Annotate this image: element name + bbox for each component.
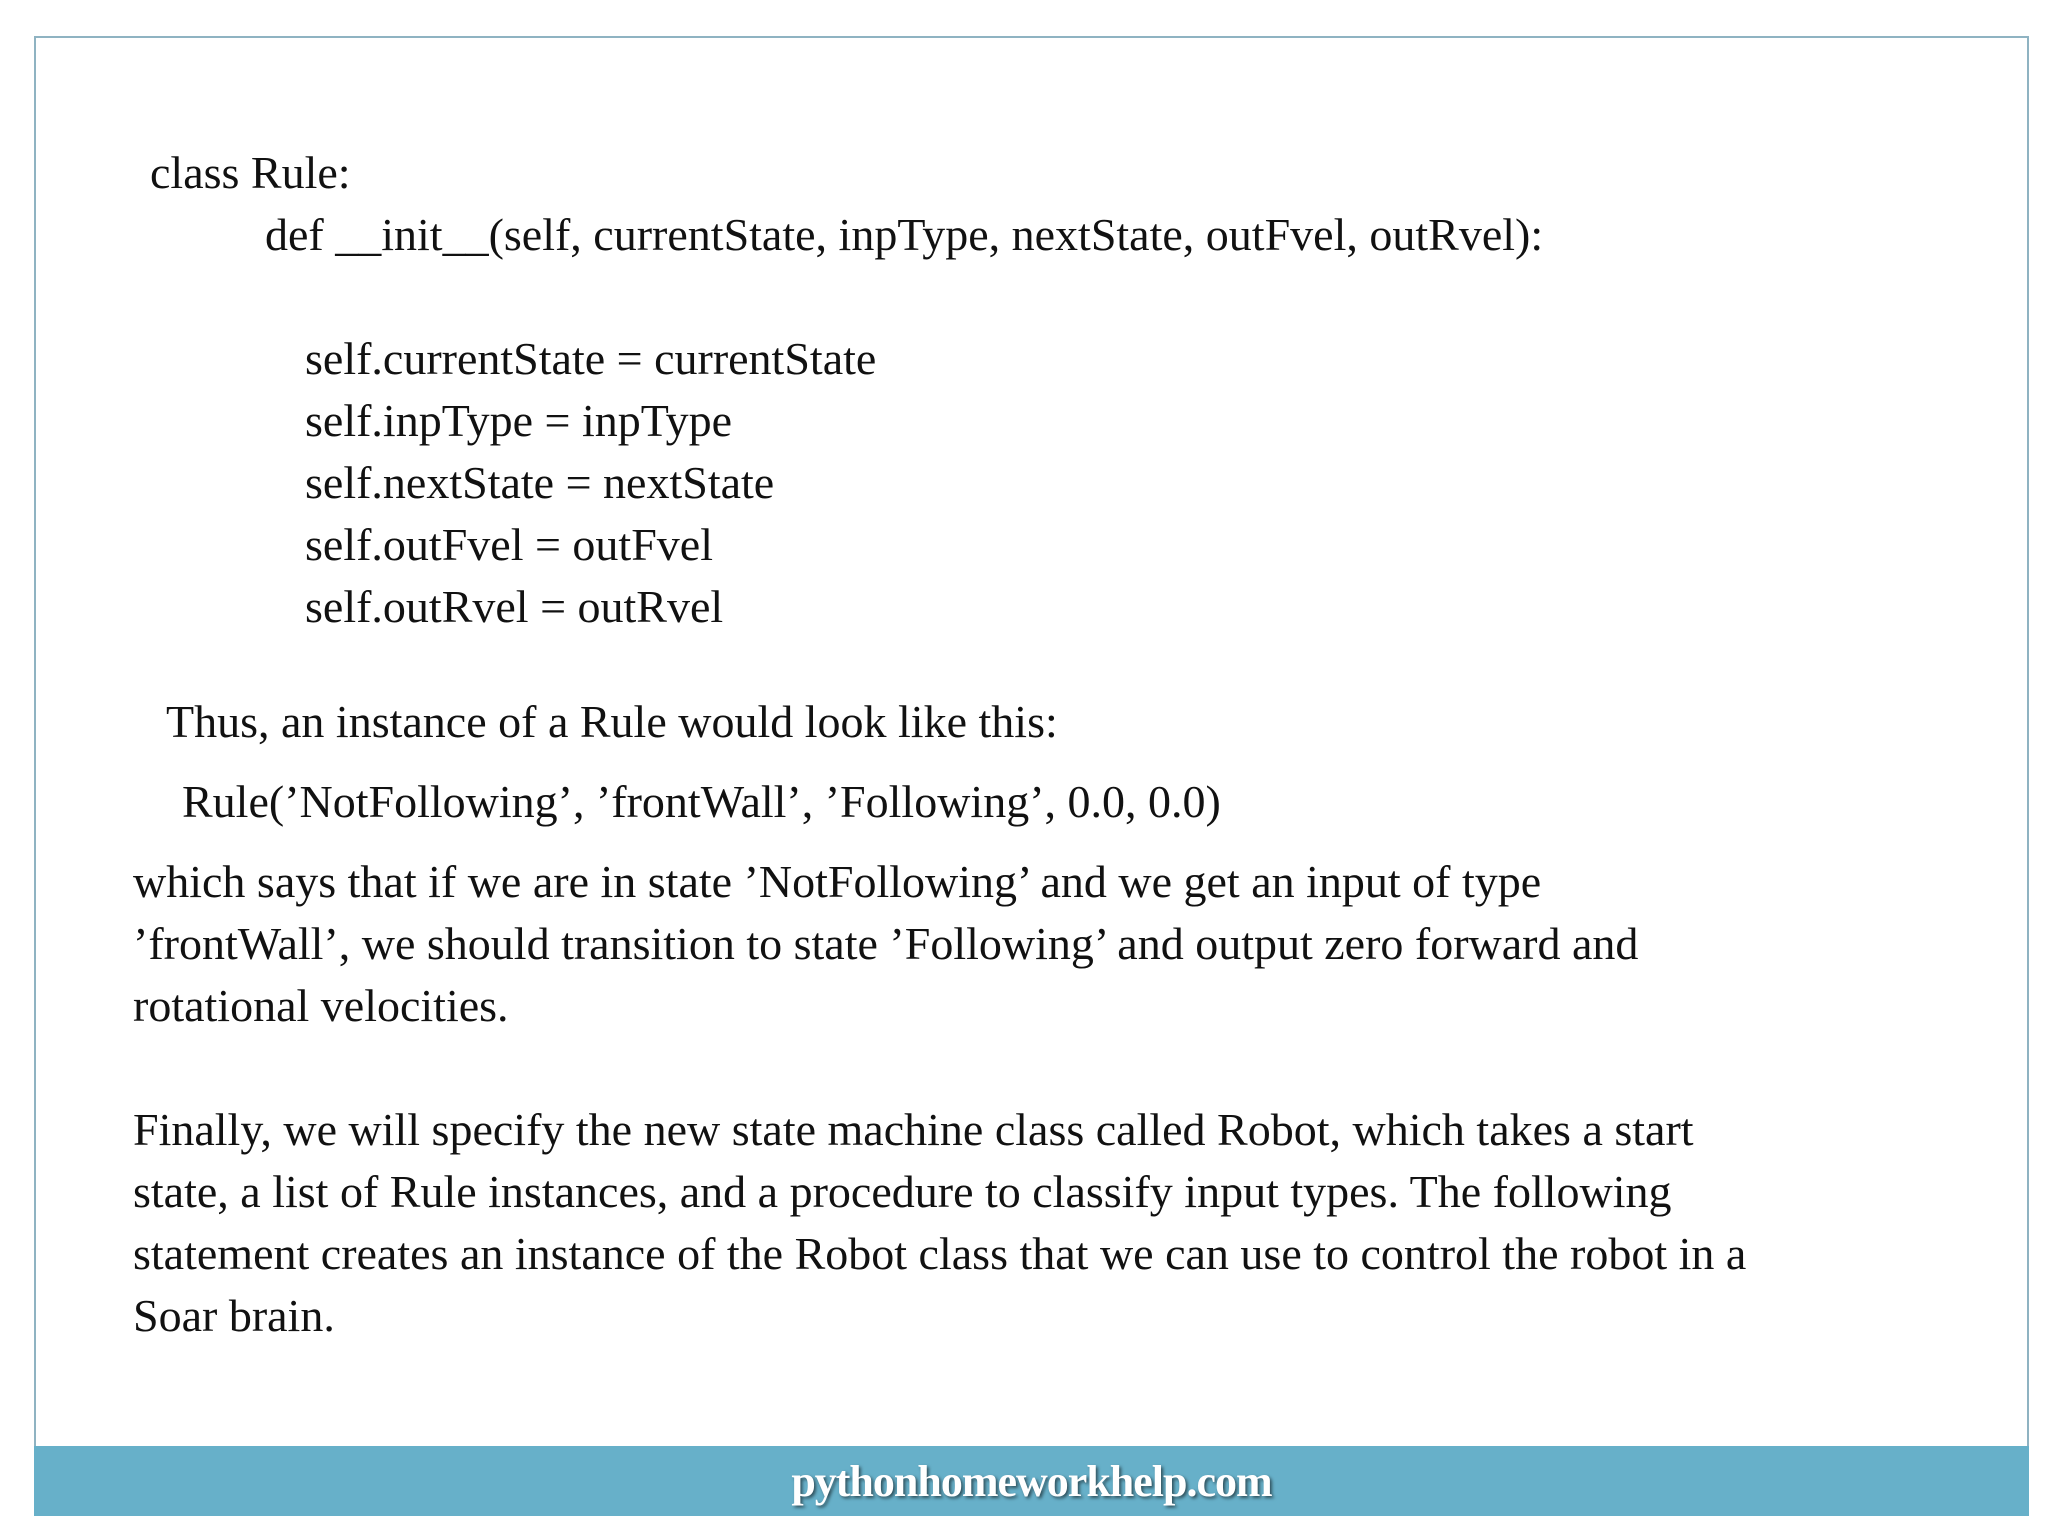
code-assignment-line: self.currentState = currentState — [305, 333, 877, 384]
explanation-line: ’frontWall’, we should transition to state ’Following’ and output zero forward and — [133, 918, 1639, 969]
final-line: Finally, we will specify the new state machine class called Robot, which takes a start — [133, 1104, 1694, 1155]
code-def-line: def __init__(self, currentState, inpType, nextState, outFvel, outRvel): — [265, 209, 1544, 260]
footer-bar — [34, 1446, 2029, 1516]
intro-text: Thus, an instance of a Rule would look like this: — [166, 696, 1058, 747]
final-line: statement creates an instance of the Robot class that we can use to control the robot in a — [133, 1228, 1747, 1279]
code-assignment-line: self.nextState = nextState — [305, 457, 775, 508]
explanation-line: rotational velocities. — [133, 980, 509, 1031]
footer-brand-logo: pythonhomeworkhelp.com — [791, 1456, 1272, 1506]
code-assignment-line: self.inpType = inpType — [305, 395, 733, 446]
code-assignment-line: self.outFvel = outFvel — [305, 519, 713, 570]
example-code: Rule(’NotFollowing’, ’frontWall’, ’Following’, 0.0, 0.0) — [182, 776, 1221, 827]
explanation-paragraph — [133, 851, 2033, 1037]
final-line: state, a list of Rule instances, and a procedure to classify input types. The following — [133, 1166, 1672, 1217]
final-line: Soar brain. — [133, 1290, 335, 1341]
final-paragraph — [133, 1099, 2033, 1347]
code-assignment-line: self.outRvel = outRvel — [305, 581, 724, 632]
code-class-line: class Rule: — [150, 147, 351, 198]
explanation-line: which says that if we are in state ’NotFollowing’ and we get an input of type — [133, 856, 1542, 907]
